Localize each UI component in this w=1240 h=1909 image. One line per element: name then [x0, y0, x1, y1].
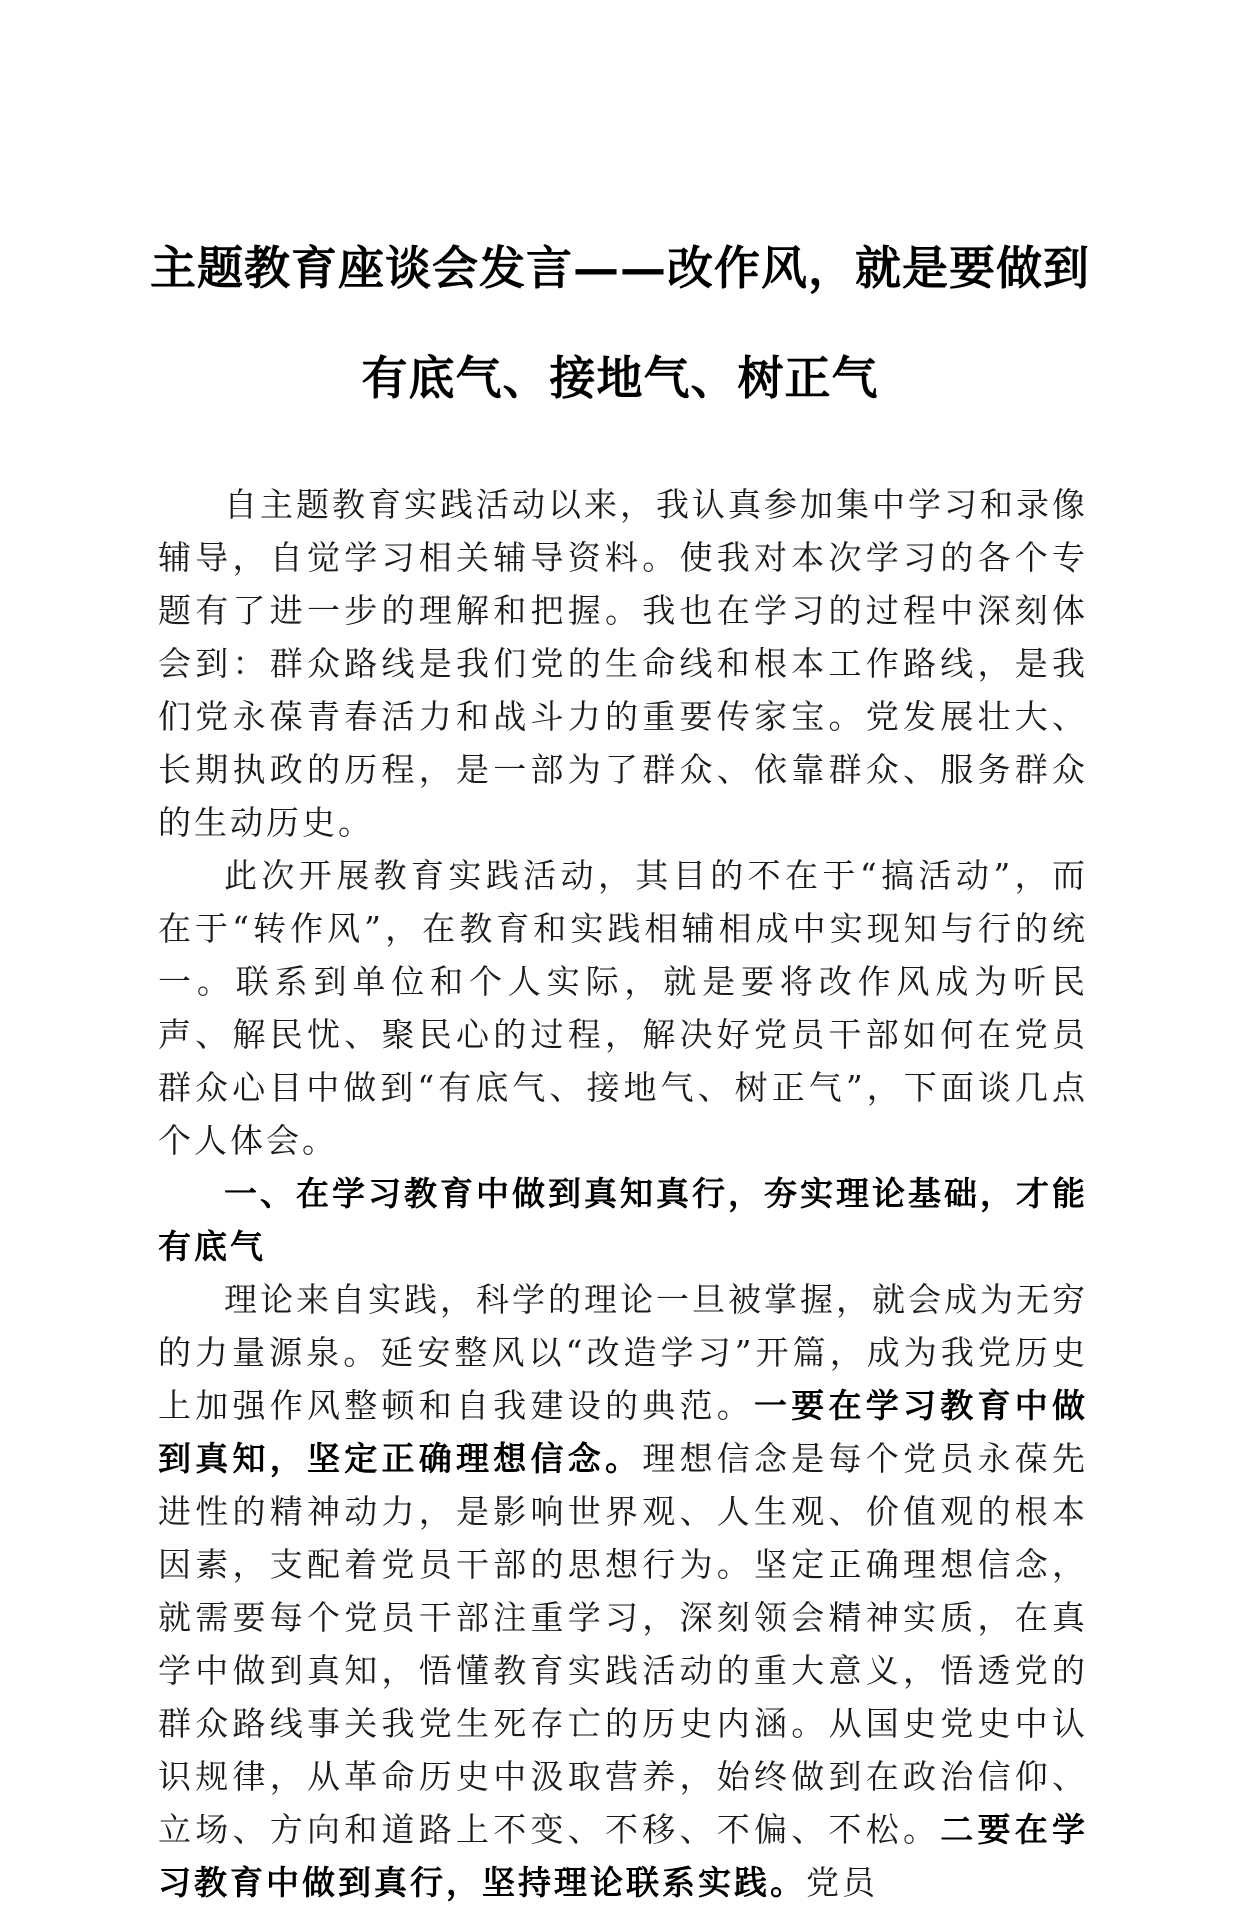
bold-point-2: 二要在学习教育中做到真行，坚持理论联系实践。	[158, 1810, 1088, 1902]
bold-point-1: 一要在学习教育中做到真知，坚定正确理想信念。	[158, 1386, 1088, 1478]
section-heading-1: 一、在学习教育中做到真知真行，夯实理论基础，才能有底气	[158, 1174, 1088, 1266]
paragraph-text: 党员	[806, 1863, 878, 1902]
document-title-line-1: 主题教育座谈会发言——改作风，就是要做到	[150, 241, 1090, 295]
paragraph-text: 理论来自实践，科学的理论一旦被掌握，就会成为无穷的力量源泉。延安整风以“改造学习”开篇，成为我党历史上加强作风整顿和自我建设的典范。	[158, 1280, 1088, 1425]
paragraph-section-1	[158, 1273, 1088, 1909]
document-title-line-2: 有底气、接地气、树正气	[361, 351, 879, 405]
paragraph-text: 理想信念是每个党员永葆先进性的精神动力，是影响世界观、人生观、价值观的根本因素，支配着党员干部的思想行为。坚定正确理想信念，就需要每个党员干部注重学习，深刻领会精神实质，在真学中做到真知，悟懂教育实践活动的重大意义，悟透党的群众路线事关我党生死存亡的历史内涵。从国史党史中认识规律，从革命历史中汲取营养，始终做到在政治信仰、立场、方向和道路上不变、不移、不偏、不松。	[158, 1439, 1088, 1849]
paragraph-intro: 自主题教育实践活动以来，我认真参加集中学习和录像辅导，自觉学习相关辅导资料。使我对本次学习的各个专题有了进一步的理解和把握。我也在学习的过程中深刻体会到：群众路线是我们党的生命线和根本工作路线，是我们党永葆青春活力和战斗力的重要传家宝。党发展壮大、长期执政的历程，是一部为了群众、依靠群众、服务群众的生动历史。	[158, 485, 1088, 842]
document-body	[158, 478, 1088, 1909]
paragraph-purpose: 此次开展教育实践活动，其目的不在于“搞活动”，而在于“转作风”，在教育和实践相辅相成中实现知与行的统一。联系到单位和个人实际，就是要将改作风成为听民声、解民忧、聚民心的过程，解决好党员干部如何在党员群众心目中做到“有底气、接地气、树正气”，下面谈几点个人体会。	[158, 856, 1088, 1160]
